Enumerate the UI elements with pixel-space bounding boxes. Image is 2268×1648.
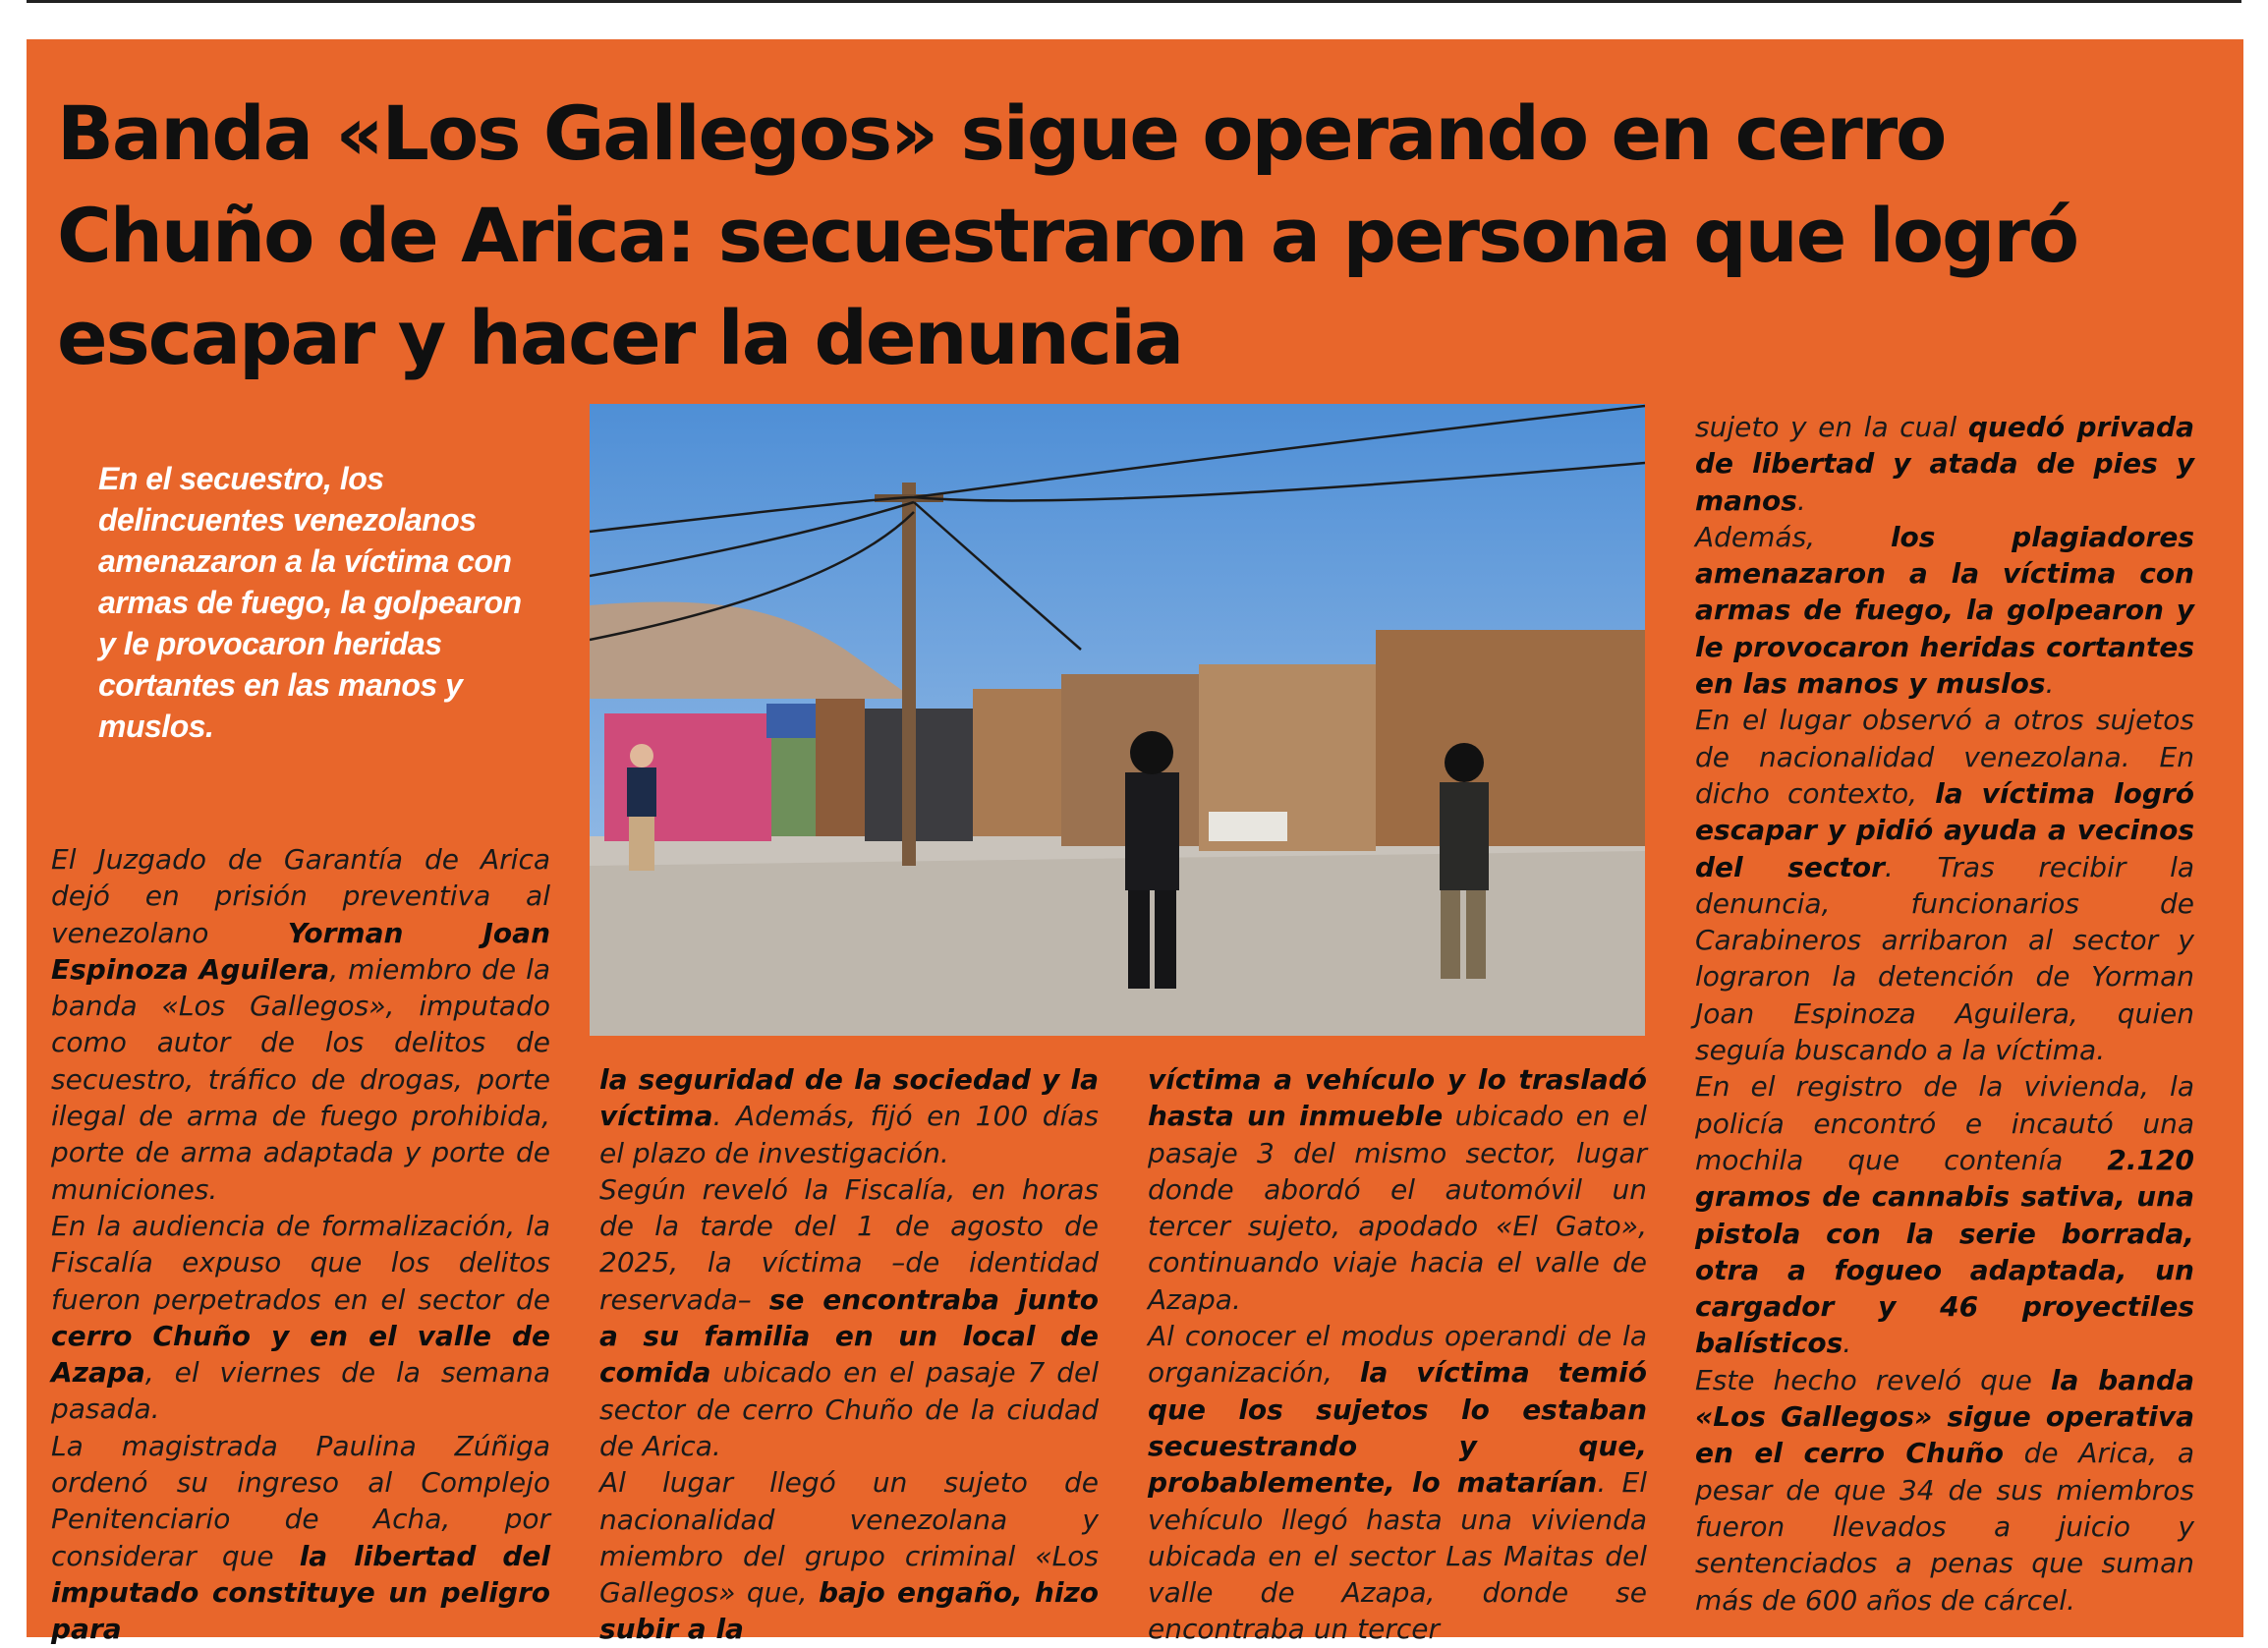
photo-shack-wood-2 [973, 689, 1061, 836]
article-paragraph [1148, 1318, 1647, 1648]
bold-text: quedó privada de libertad y atada de pies y manos [1695, 411, 2194, 517]
body-text: . Además, fijó en 100 días el plazo de investigación. [599, 1100, 1099, 1169]
photo-shack-metal [865, 709, 973, 841]
body-text: ubicado en el pasaje 7 del sector de cerro Chuño de la ciudad de Arica. [599, 1356, 1099, 1462]
article-paragraph [599, 1061, 1099, 1171]
photo-utility-pole [902, 483, 916, 866]
body-text: Según reveló la Fiscalía, en horas de la tarde del 1 de agosto de 2025, la víctima –de identidad reservada– [599, 1172, 1099, 1316]
article-paragraph [1148, 1061, 1647, 1318]
article-paragraph [1695, 519, 2194, 702]
bold-text: los plagiadores amenazaron a la víctima con armas de fuego, la golpearon y le provocaron heridas cortantes en las manos y muslos [1695, 520, 2194, 701]
body-text: La magistrada Paulina Zúñiga ordenó su ingreso al Complejo Penitenciario de Acha, por considerar que [51, 1429, 550, 1572]
body-text: El Juzgado de Garantía de Arica dejó en prisión preventiva al venezolano [51, 843, 550, 949]
article-paragraph [599, 1171, 1099, 1464]
body-text: Además, [1695, 520, 1891, 553]
bold-text: víctima a vehículo y lo trasladó hasta un inmueble [1148, 1063, 1647, 1133]
bold-text: la víctima logró escapar y pidió ayuda a vecinos del sector [1695, 776, 2194, 883]
bold-text: la víctima temió que los sujetos lo estaban secuestrando y que, probablemente, lo matarían [1148, 1356, 1648, 1500]
body-text: . [2045, 667, 2055, 701]
photo-sign [1209, 812, 1287, 841]
bold-text: bajo engaño, hizo subir a la [599, 1576, 1099, 1646]
body-text: ubicado en el pasaje 3 del mismo sector, lugar donde abordó el automóvil un tercer sujeto, apodado «El Gato», continuando viaje hacia el valle de Azapa. [1148, 1100, 1647, 1316]
body-text: . [1843, 1327, 1852, 1360]
article-column-4 [1695, 409, 2194, 1619]
article-paragraph [1695, 702, 2194, 1068]
article-paragraph [1695, 1362, 2194, 1619]
bold-text: 2.120 gramos de cannabis sativa, una pistola con la serie borrada, otra a fogueo adaptada, un cargador y 46 proyectiles balísticos [1695, 1143, 2194, 1360]
article-column-1 [51, 841, 550, 1648]
body-text: . El vehículo llegó hasta una vivienda ubicada en el sector Las Maitas del valle de Azapa, donde se encontraba un tercer [1148, 1466, 1647, 1646]
bold-text: la seguridad de la sociedad y la víctima [599, 1063, 1099, 1133]
article-paragraph [51, 1208, 550, 1428]
body-text: En la audiencia de formalización, la Fiscalía expuso que los delitos fueron perpetrados en el sector de [51, 1209, 550, 1316]
article-paragraph [1695, 1068, 2194, 1361]
article-paragraph [51, 841, 550, 1208]
body-text: Al conocer el modus operandi de la organización, [1148, 1320, 1647, 1390]
photo-shack-green [771, 728, 816, 836]
article-paragraph [599, 1464, 1099, 1647]
article-headline: Banda «Los Gallegos» sigue operando en cerro Chuño de Arica: secuestraron a persona que logró escapar y hacer la denuncia [57, 89, 2078, 381]
bold-text: cerro Chuño y en el valle de Azapa [51, 1319, 550, 1390]
bold-text: la banda «Los Gallegos» sigue operativa en el cerro Chuño [1695, 1363, 2194, 1470]
article-column-2 [599, 1061, 1099, 1648]
body-text: Al lugar llegó un sujeto de nacionalidad venezolana y miembro del grupo criminal «Los Gallegos» que, [599, 1466, 1099, 1610]
bold-text: la libertad del imputado constituye un peligro para [51, 1539, 550, 1646]
body-text: . Tras recibir la denuncia, funcionarios de Carabineros arribaron al sector y lograron la detención de Yorman Joan Espinoza Aguilera, quien seguía buscando a la víctima. [1695, 850, 2195, 1067]
body-text: En el registro de la vivienda, la policía encontró e incautó una mochila que contenía [1695, 1070, 2194, 1176]
body-text: En el lugar observó a otros sujetos de nacionalidad venezolana. En dicho contexto, [1695, 704, 2194, 810]
body-text: Este hecho reveló que [1695, 1363, 2051, 1396]
photo-shack-blue [766, 704, 816, 738]
photo-shack-wood-1 [816, 699, 865, 836]
pull-quote: En el secuestro, los delincuentes venezolanos amenazaron a la víctima con armas de fuego, la golpearon y le provocaron heridas cortantes en las manos y muslos. [98, 461, 522, 744]
bold-text: se encontraba junto a su familia en un local de comida [599, 1282, 1099, 1390]
article-paragraph [1695, 409, 2194, 519]
article-column-3 [1148, 1061, 1647, 1648]
body-text: . [1796, 483, 1806, 517]
article-paragraph [51, 1428, 550, 1648]
body-text: , el viernes de la semana pasada. [51, 1356, 550, 1426]
body-text: de Arica, a pesar de que 34 de sus miembros fueron llevados a juicio y sentenciados a penas que suman más de 600 años de cárcel. [1695, 1437, 2194, 1617]
article-photo [590, 404, 1645, 1036]
top-rule [27, 0, 2241, 3]
bold-text: Yorman Joan Espinoza Aguilera [51, 916, 550, 986]
body-text: sujeto y en la cual [1695, 411, 1968, 443]
photo-shack-wood-5 [1376, 630, 1645, 846]
body-text: , miembro de la banda «Los Gallegos», imputado como autor de los delitos de secuestro, tráfico de drogas, porte ilegal de arma de fuego prohibida, porte de arma adaptada y porte de municiones. [51, 952, 551, 1206]
